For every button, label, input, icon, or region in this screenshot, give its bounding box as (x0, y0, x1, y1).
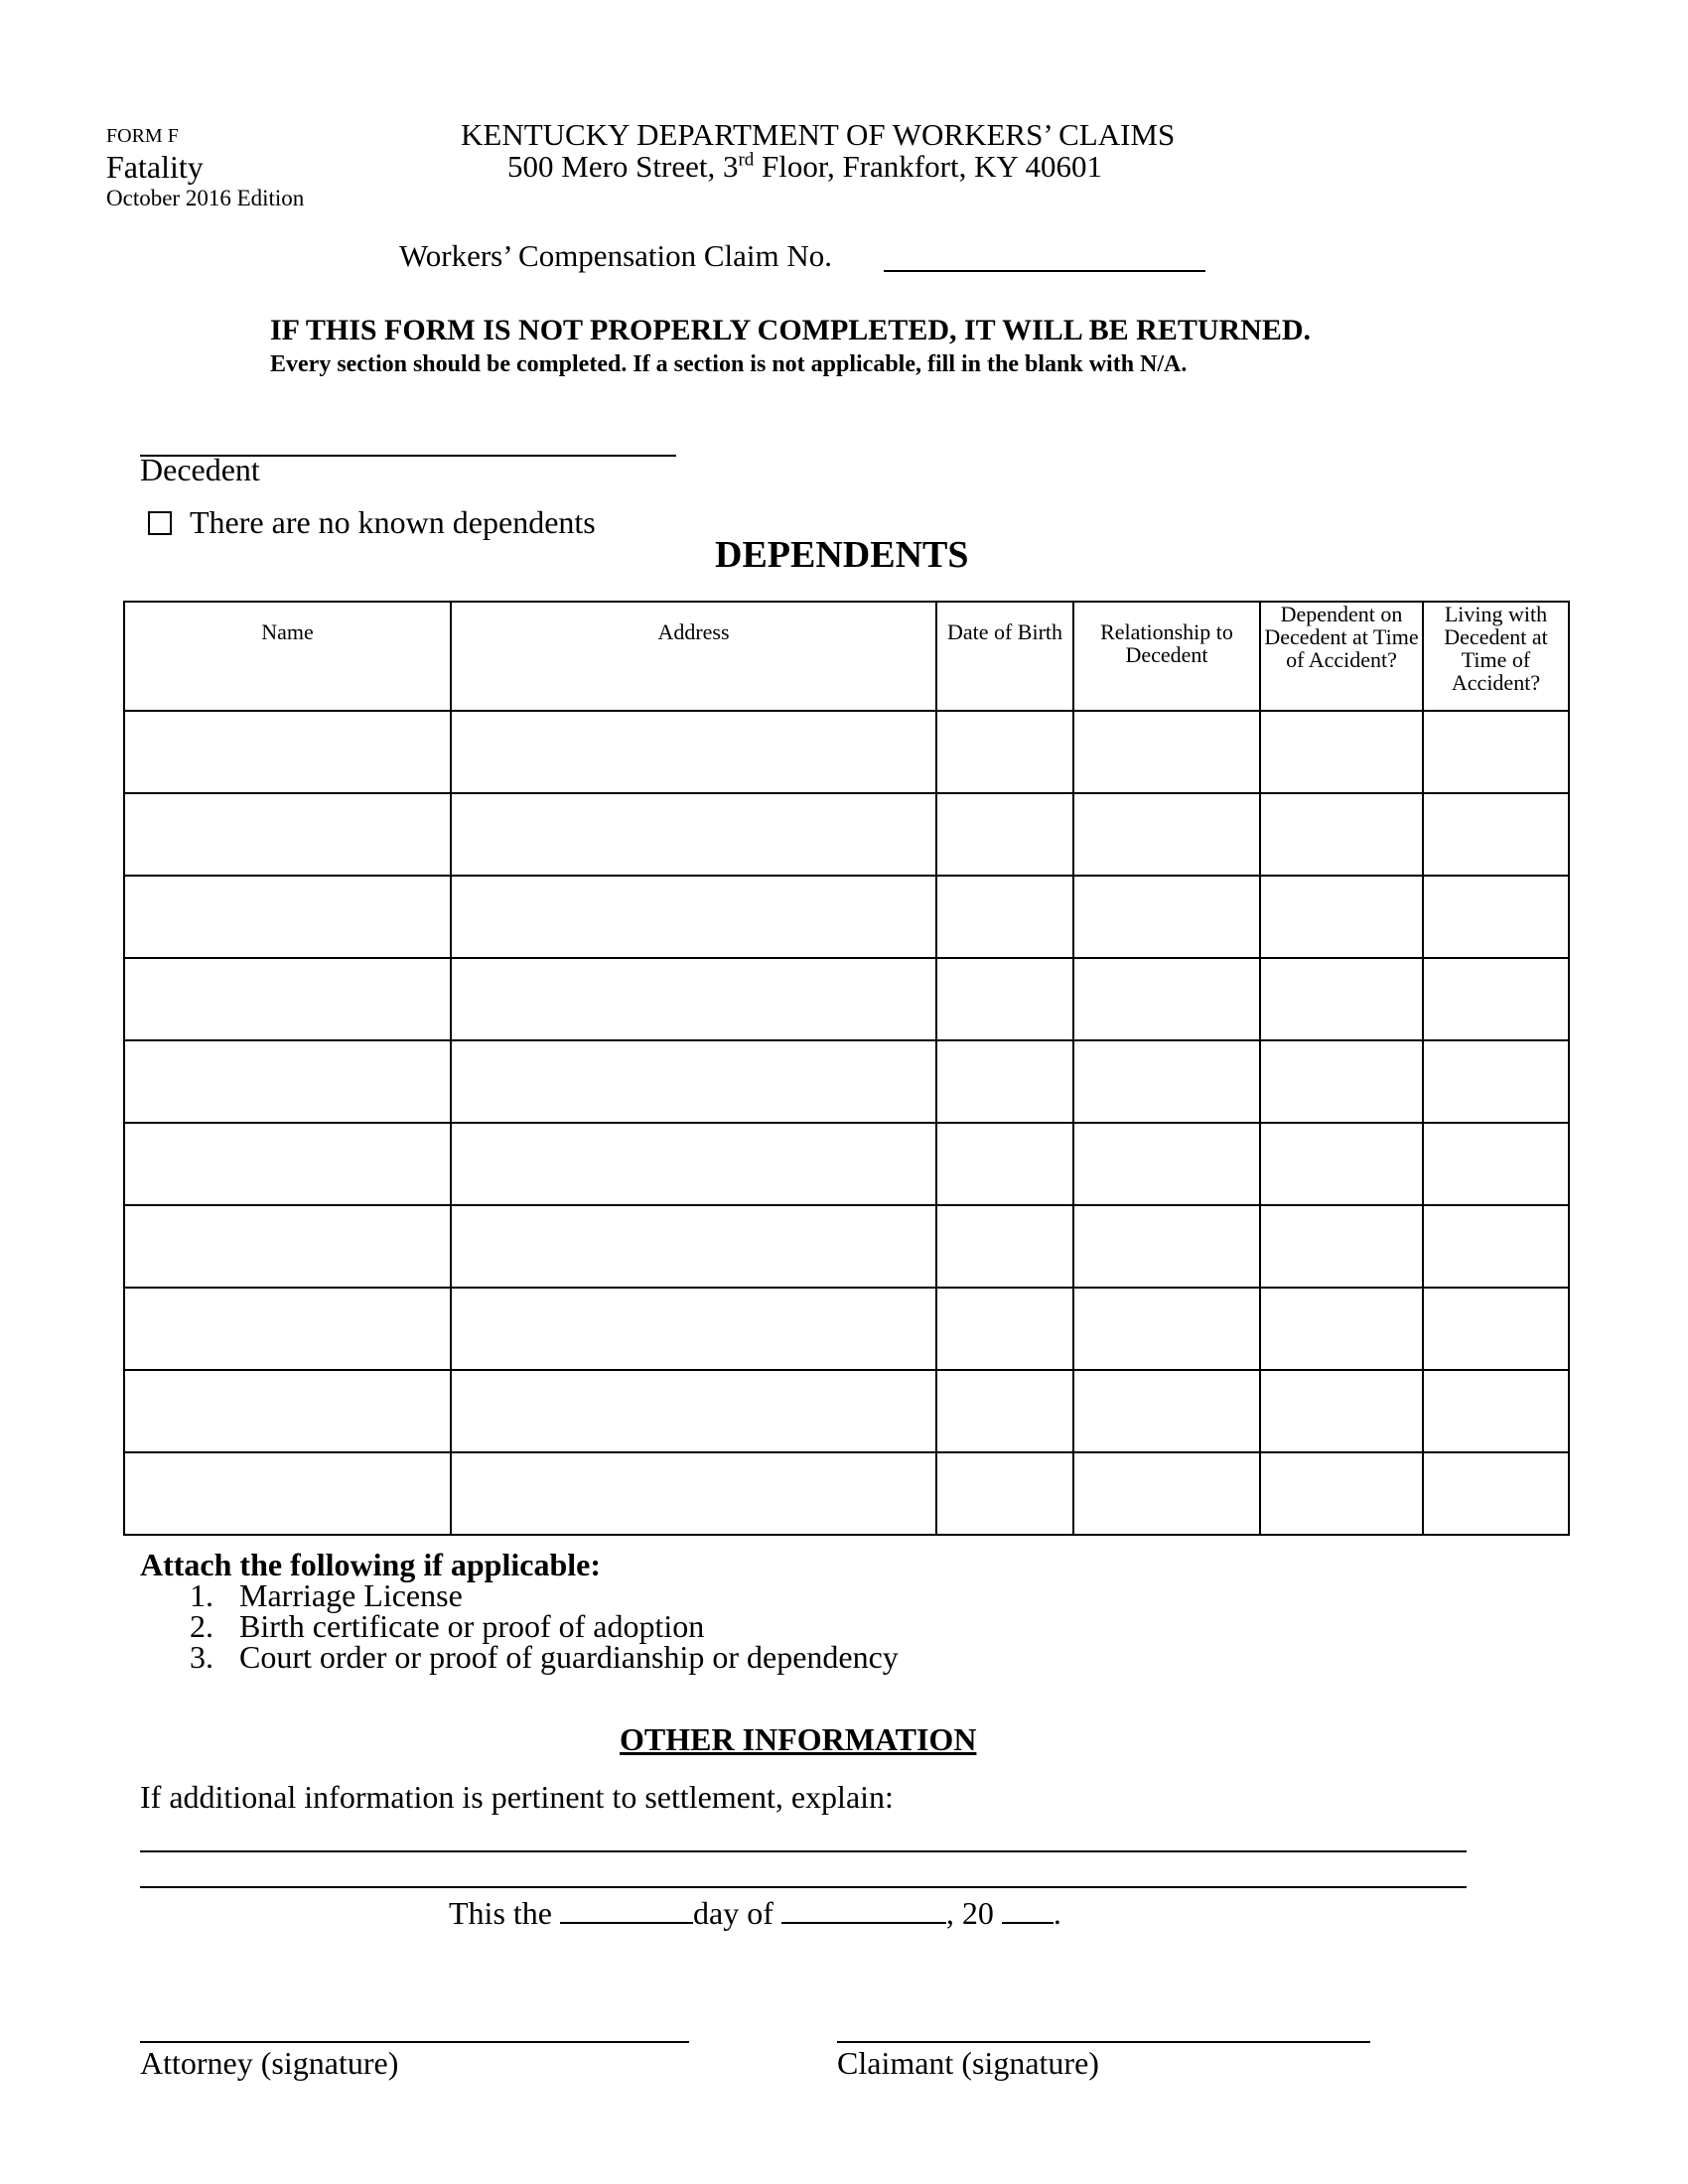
claim-number-field[interactable] (884, 270, 1205, 272)
agency-address: 500 Mero Street, 3rd Floor, Frankfort, KY 40601 (507, 149, 1102, 184)
form-id: FORM F (106, 125, 179, 147)
dependents-table (123, 601, 1570, 1536)
cell-relationship[interactable] (1073, 1370, 1260, 1452)
table-row (124, 1452, 1569, 1535)
completion-instruction: Every section should be completed. If a section is not applicable, fill in the blank with N/A. (270, 351, 1188, 377)
cell-dependent[interactable] (1260, 1040, 1423, 1123)
claim-number-label: Workers’ Compensation Claim No. (399, 238, 833, 273)
table-row (124, 876, 1569, 958)
cell-date-of-birth[interactable] (936, 1123, 1073, 1205)
cell-name[interactable] (124, 1452, 451, 1535)
cell-living-with[interactable] (1423, 711, 1569, 793)
cell-name[interactable] (124, 1370, 451, 1452)
year-field[interactable] (1002, 1894, 1054, 1924)
cell-address[interactable] (451, 793, 936, 876)
cell-dependent[interactable] (1260, 1370, 1423, 1452)
cell-name[interactable] (124, 793, 451, 876)
dependents-title: DEPENDENTS (715, 534, 969, 576)
table-row (124, 711, 1569, 793)
attachment-item: 1. Marriage License (190, 1577, 463, 1613)
month-field[interactable] (781, 1894, 946, 1924)
cell-address[interactable] (451, 711, 936, 793)
cell-relationship[interactable] (1073, 1205, 1260, 1288)
cell-address[interactable] (451, 1123, 936, 1205)
cell-relationship[interactable] (1073, 876, 1260, 958)
table-row (124, 1370, 1569, 1452)
cell-living-with[interactable] (1423, 1040, 1569, 1123)
cell-living-with[interactable] (1423, 1288, 1569, 1370)
cell-date-of-birth[interactable] (936, 793, 1073, 876)
table-header-row (124, 602, 1569, 711)
no-dependents-label: There are no known dependents (190, 504, 596, 540)
cell-dependent[interactable] (1260, 1123, 1423, 1205)
decedent-label: Decedent (140, 452, 260, 487)
return-warning: IF THIS FORM IS NOT PROPERLY COMPLETED, IT WILL BE RETURNED. (270, 314, 1312, 346)
cell-address[interactable] (451, 1040, 936, 1123)
cell-living-with[interactable] (1423, 1452, 1569, 1535)
cell-dependent[interactable] (1260, 793, 1423, 876)
attorney-signature-label: Attorney (signature) (140, 2045, 399, 2081)
cell-name[interactable] (124, 1040, 451, 1123)
column-header-name: Name (124, 602, 451, 711)
form-edition: October 2016 Edition (106, 186, 305, 210)
cell-name[interactable] (124, 1288, 451, 1370)
cell-address[interactable] (451, 876, 936, 958)
cell-relationship[interactable] (1073, 1123, 1260, 1205)
cell-relationship[interactable] (1073, 793, 1260, 876)
cell-date-of-birth[interactable] (936, 1452, 1073, 1535)
cell-address[interactable] (451, 1288, 936, 1370)
cell-dependent[interactable] (1260, 1288, 1423, 1370)
cell-relationship[interactable] (1073, 1288, 1260, 1370)
cell-name[interactable] (124, 958, 451, 1040)
cell-living-with[interactable] (1423, 1370, 1569, 1452)
cell-relationship[interactable] (1073, 958, 1260, 1040)
no-dependents-checkbox[interactable] (148, 511, 172, 535)
cell-address[interactable] (451, 1452, 936, 1535)
cell-address[interactable] (451, 958, 936, 1040)
cell-relationship[interactable] (1073, 711, 1260, 793)
date-line: This the day of , 20 . (449, 1895, 1061, 1931)
cell-date-of-birth[interactable] (936, 711, 1073, 793)
column-header-date-of-birth: Date of Birth (936, 602, 1073, 711)
column-header-relationship: Relationship to Decedent (1073, 602, 1260, 711)
cell-living-with[interactable] (1423, 958, 1569, 1040)
explanation-line-1[interactable] (140, 1850, 1467, 1852)
cell-living-with[interactable] (1423, 1123, 1569, 1205)
cell-date-of-birth[interactable] (936, 1040, 1073, 1123)
column-header-living-with: Living with Decedent at Time of Accident? (1423, 602, 1569, 711)
cell-date-of-birth[interactable] (936, 1205, 1073, 1288)
table-row (124, 1123, 1569, 1205)
explanation-line-2[interactable] (140, 1886, 1467, 1888)
attorney-signature-field[interactable] (140, 2041, 689, 2043)
cell-date-of-birth[interactable] (936, 958, 1073, 1040)
cell-name[interactable] (124, 1123, 451, 1205)
attachments-heading: Attach the following if applicable: (140, 1547, 601, 1582)
other-information-heading: OTHER INFORMATION (620, 1721, 977, 1757)
cell-name[interactable] (124, 1205, 451, 1288)
cell-living-with[interactable] (1423, 876, 1569, 958)
day-field[interactable] (560, 1894, 693, 1924)
table-row (124, 958, 1569, 1040)
cell-date-of-birth[interactable] (936, 1370, 1073, 1452)
cell-name[interactable] (124, 711, 451, 793)
cell-address[interactable] (451, 1205, 936, 1288)
explain-prompt: If additional information is pertinent to settlement, explain: (140, 1779, 894, 1815)
cell-dependent[interactable] (1260, 1452, 1423, 1535)
agency-name: KENTUCKY DEPARTMENT OF WORKERS’ CLAIMS (461, 117, 1176, 152)
attachment-item: 3. Court order or proof of guardianship or dependency (190, 1639, 899, 1675)
table-row (124, 1288, 1569, 1370)
cell-name[interactable] (124, 876, 451, 958)
claimant-signature-label: Claimant (signature) (837, 2045, 1099, 2081)
cell-living-with[interactable] (1423, 793, 1569, 876)
cell-date-of-birth[interactable] (936, 876, 1073, 958)
cell-relationship[interactable] (1073, 1452, 1260, 1535)
column-header-dependent: Dependent on Decedent at Time of Accident? (1260, 602, 1423, 711)
table-row (124, 793, 1569, 876)
column-header-address: Address (451, 602, 936, 711)
cell-living-with[interactable] (1423, 1205, 1569, 1288)
cell-dependent[interactable] (1260, 711, 1423, 793)
table-row (124, 1040, 1569, 1123)
cell-dependent[interactable] (1260, 958, 1423, 1040)
cell-address[interactable] (451, 1370, 936, 1452)
claimant-signature-field[interactable] (837, 2041, 1370, 2043)
cell-date-of-birth[interactable] (936, 1288, 1073, 1370)
form-type: Fatality (106, 149, 204, 185)
cell-dependent[interactable] (1260, 876, 1423, 958)
table-row (124, 1205, 1569, 1288)
attachment-item: 2. Birth certificate or proof of adoption (190, 1608, 705, 1644)
cell-relationship[interactable] (1073, 1040, 1260, 1123)
cell-dependent[interactable] (1260, 1205, 1423, 1288)
